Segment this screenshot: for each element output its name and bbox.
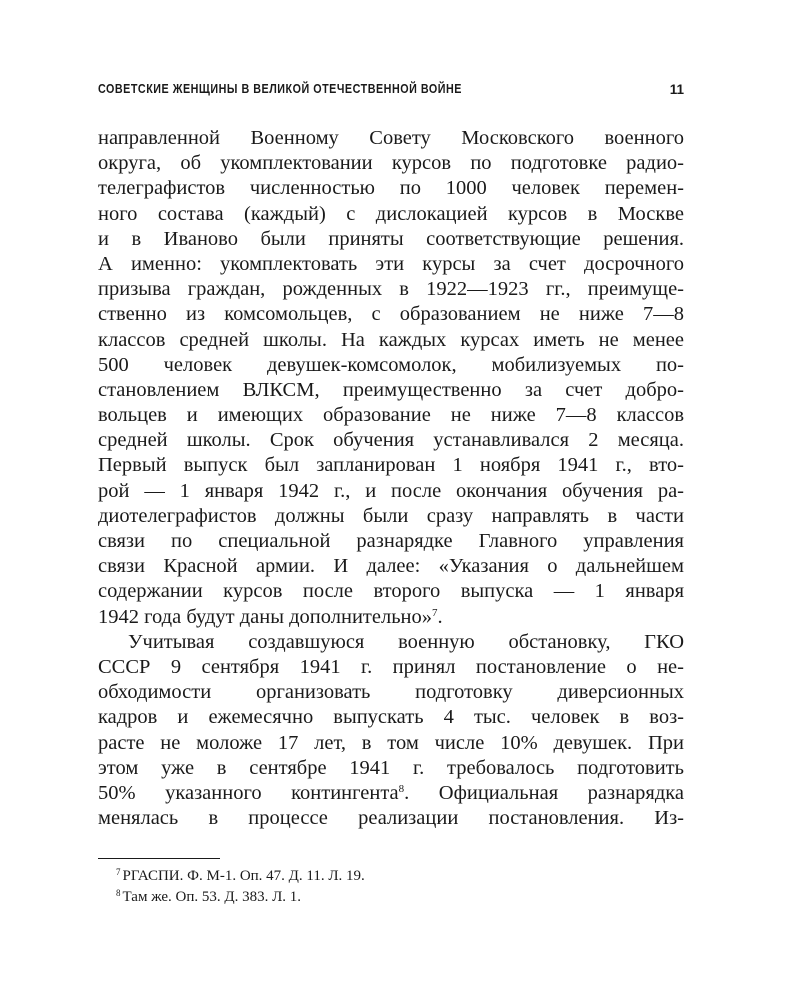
footnote-7 bbox=[116, 866, 365, 887]
text-line: 1942 года будут даны дополнительно»$^7$. bbox=[98, 605, 443, 628]
text-fragment: 50% указанного контингента bbox=[98, 781, 399, 804]
text-line: средней школы. Срок обучения устанавливался 2 месяца. bbox=[98, 429, 684, 452]
text-fragment: 1942 года будут даны дополнительно» bbox=[98, 605, 433, 628]
text-line: ственно из комсомольцев, с образованием не ниже 7—8 bbox=[98, 303, 684, 326]
footnote-divider bbox=[98, 858, 220, 859]
footnote-ref-7[interactable]: 7 bbox=[432, 606, 438, 619]
paragraph-start-line: Учитывая создавшуюся военную обстановку, ГКО bbox=[128, 630, 684, 653]
footnote-ref-8[interactable]: 8 bbox=[398, 782, 405, 795]
text-line: СССР 9 сентября 1941 г. принял постановление о не- bbox=[98, 655, 684, 678]
text-line: этом уже в сентябре 1941 г. требовалось подготовить bbox=[98, 756, 684, 779]
text-line: направленной Военному Совету Московского военного bbox=[98, 127, 684, 149]
text-line: рой — 1 января 1942 г., и после окончания обучения ра- bbox=[98, 479, 684, 502]
footnote-text: Там же. Оп. 53. Д. 383. Л. 1. bbox=[122, 889, 302, 905]
text-line: содержании курсов после второго выпуска — 1 января bbox=[98, 580, 684, 603]
text-line: расте не моложе 17 лет, в том числе 10% девушек. При bbox=[98, 731, 684, 754]
text-line: округа, об укомплектовании курсов по подготовке радио- bbox=[98, 152, 684, 175]
running-title: СОВЕТСКИЕ ЖЕНЩИНЫ В ВЕЛИКОЙ ОТЕЧЕСТВЕННОЙ ВОЙНЕ bbox=[98, 82, 462, 96]
text-line: ного состава (каждый) с дислокацией курсов в Москве bbox=[98, 202, 684, 225]
footnotes bbox=[116, 866, 365, 908]
text-line: становлением ВЛКСМ, преимущественно за счет добро- bbox=[98, 378, 684, 401]
text-line: призыва граждан, рожденных в 1922—1923 гг., преимуще- bbox=[98, 278, 684, 301]
page-number: 11 bbox=[669, 82, 684, 97]
footnote-text: РГАСПИ. Ф. М-1. Оп. 47. Д. 11. Л. 19. bbox=[122, 868, 365, 884]
text-line: и в Иваново были приняты соответствующие решения. bbox=[98, 227, 684, 250]
text-line: связи Красной армии. И далее: «Указания о дальнейшем bbox=[98, 555, 684, 578]
text-line: менялась в процессе реализации постановления. Из- bbox=[98, 807, 684, 830]
text-fragment: . Официальная разнарядка bbox=[404, 781, 684, 804]
text-line: телеграфистов численностью по 1000 человек перемен- bbox=[98, 177, 684, 200]
text-line: А именно: укомплектовать эти курсы за счет досрочного bbox=[98, 252, 684, 275]
text-line: обходимости организовать подготовку диверсионных bbox=[98, 681, 684, 704]
text-line: вольцев и имеющих образование не ниже 7—8 классов bbox=[98, 404, 684, 427]
text-line: связи по специальной разнарядке Главного управления bbox=[98, 530, 684, 552]
text-line: Первый выпуск был запланирован 1 ноября 1941 г., вто- bbox=[98, 454, 684, 477]
text-line: диотелеграфистов должны были сразу направлять в части bbox=[98, 504, 684, 527]
running-header bbox=[98, 82, 684, 104]
text-line bbox=[98, 781, 684, 806]
footnote-number: 7 bbox=[116, 867, 121, 877]
text-line: 500 человек девушек-комсомолок, мобилизуемых по- bbox=[98, 353, 684, 376]
text-line: классов средней школы. На каждых курсах иметь не менее bbox=[98, 328, 684, 351]
footnote-8 bbox=[116, 887, 365, 908]
footnote-number: 8 bbox=[116, 888, 121, 898]
text-line: кадров и ежемесячно выпускать 4 тыс. человек в воз- bbox=[98, 706, 684, 729]
body-text bbox=[98, 126, 684, 831]
